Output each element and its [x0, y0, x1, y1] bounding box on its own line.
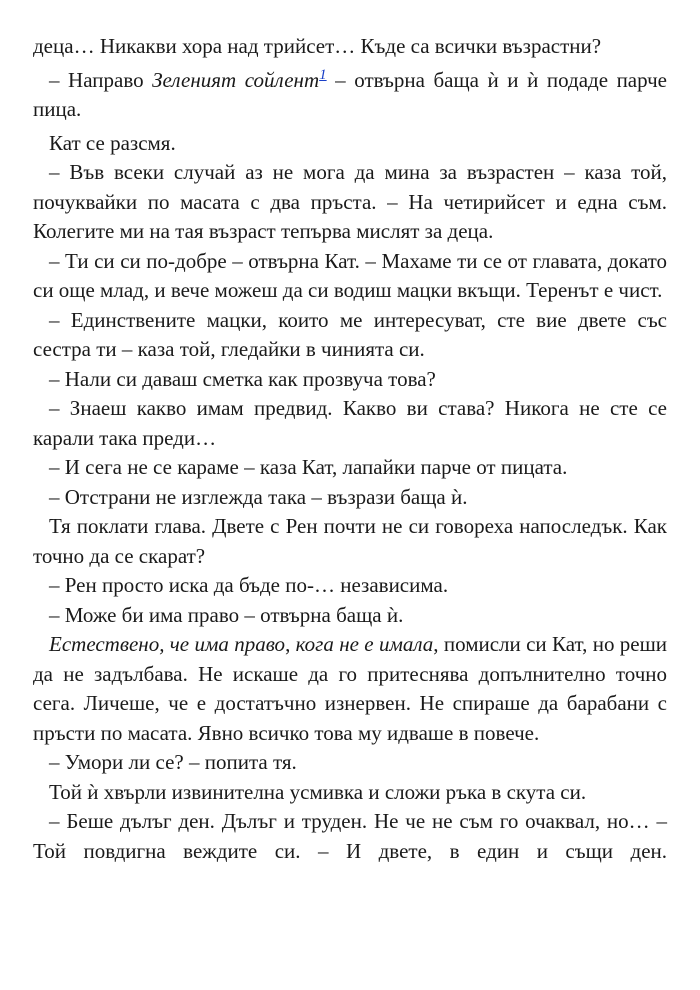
paragraph: – И сега не се караме – каза Кат, лапайки парче от пицата. — [49, 455, 568, 479]
footnote-link[interactable]: 1 — [319, 66, 327, 83]
paragraph: – Знаеш какво имам предвид. Какво ви става? Никога не сте се карали така преди… — [33, 396, 667, 450]
paragraph — [33, 66, 667, 125]
paragraph: Тя поклати глава. Двете с Рен почти не си говореха напоследък. Как точно да се скарат? — [33, 514, 667, 568]
paragraph: – Умори ли се? – попита тя. — [49, 750, 297, 774]
paragraph: – Нали си даваш сметка как прозвуча това? — [49, 366, 436, 391]
italic-thought: Естествено, че има право — [49, 632, 286, 656]
paragraph-text: – Направо — [49, 67, 153, 92]
paragraph: деца… Никакви хора над трийсет… Къде са всички възрастни? — [33, 34, 602, 58]
paragraph: Кат се разсмя. — [49, 130, 176, 155]
paragraph — [33, 630, 667, 748]
paragraph-text: , — [285, 632, 296, 656]
paragraph: – Във всеки случай аз не мога да мина за възрастен – каза той, почуквайки по масата с два пръста. – На четирийсет и една съм. Колегите ми на тая възраст тепърва мислят за деца. — [33, 160, 667, 243]
paragraph-text: – отвърна баща ѝ и ѝ подаде парче пица. — [33, 67, 667, 121]
paragraph: – Отстрани не изглежда така – възрази баща ѝ. — [49, 484, 468, 509]
paragraph: – Ти си си по-добре – отвърна Кат. – Махаме ти се от главата, докато си още млад, и вече можеш да си водиш мацки вкъщи. Теренът е чист. — [33, 248, 667, 302]
italic-thought: кога не е имала — [295, 632, 434, 656]
paragraph: – Единствените мацки, които ме интересуват, сте вие двете със сестра ти – каза той, гледайки в чинията си. — [33, 307, 667, 361]
movie-title: Зеленият сойлент — [152, 67, 320, 92]
paragraph: – Рен просто иска да бъде по-… независима. — [49, 573, 449, 597]
paragraph: Той ѝ хвърли извинителна усмивка и сложи ръка в скута си. — [49, 779, 587, 804]
paragraph-text: , помисли си Кат, но реши да не задълбава. Не искаше да го притеснява допълнително точно сега. Личеше, че е достатъчно изнервен. Не спираше да барабани с пръсти по масата. Явно всичко това му идваше в повече. — [33, 632, 668, 745]
paragraph: – Беше дълъг ден. Дълъг и труден. Не че не съм го очаквал, но… – Той повдигна веждите си. – И двете, в един и същи ден. — [33, 809, 667, 863]
paragraph: – Може би има право – отвърна баща ѝ. — [49, 602, 404, 627]
